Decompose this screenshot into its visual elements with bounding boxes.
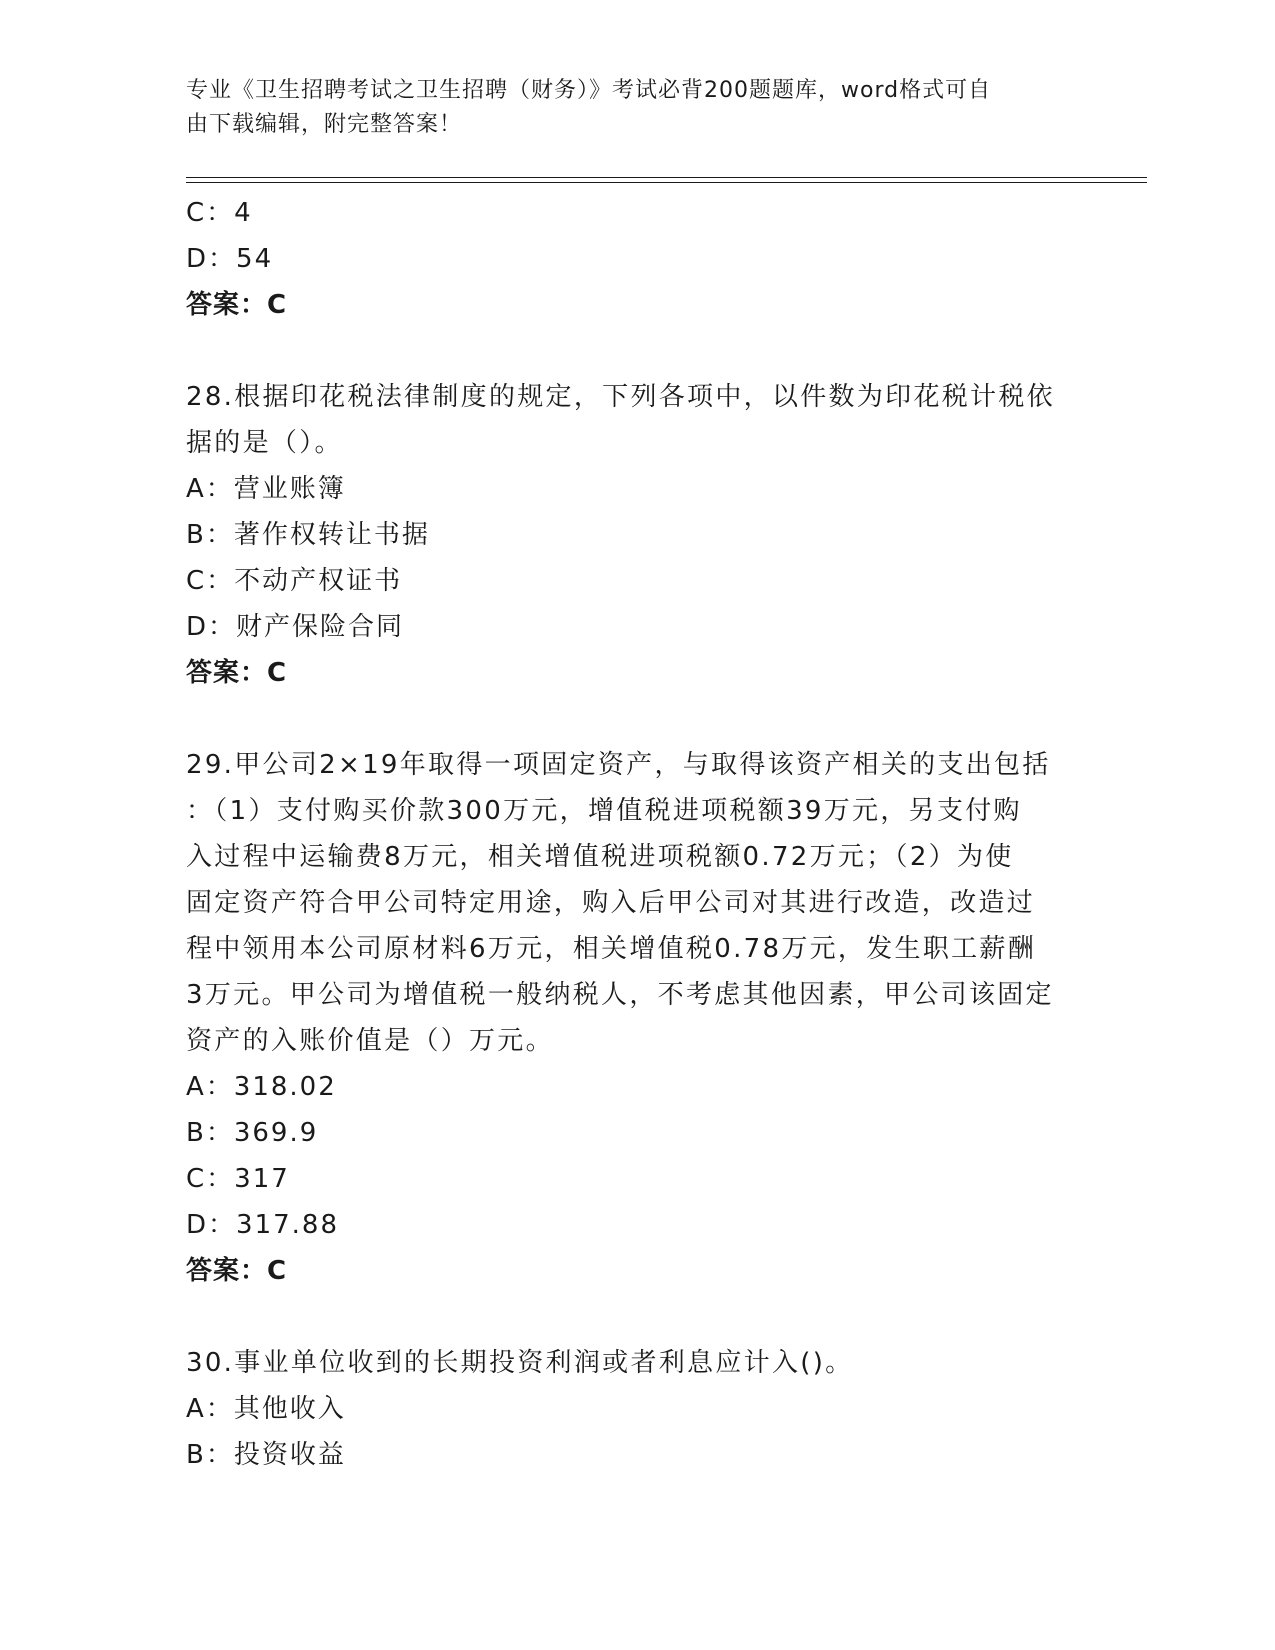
question-text	[186, 374, 1086, 466]
option-c: C：不动产权证书	[186, 566, 403, 596]
option-b: B：369.9	[186, 1118, 319, 1148]
question-29	[186, 742, 1086, 1294]
question-line: 28.根据印花税法律制度的规定，下列各项中，以件数为印花税计税依	[186, 382, 1055, 412]
option-b: B：著作权转让书据	[186, 520, 430, 550]
option-a: A：318.02	[186, 1072, 337, 1102]
question-list	[186, 190, 1086, 1478]
option-d: D：317.88	[186, 1210, 339, 1240]
option-d: D：财产保险合同	[186, 612, 405, 642]
question-line: 固定资产符合甲公司特定用途，购入后甲公司对其进行改造，改造过	[186, 888, 1036, 918]
question-line: 3万元。甲公司为增值税一般纳税人，不考虑其他因素，甲公司该固定	[186, 980, 1054, 1010]
header-divider-top	[186, 177, 1147, 178]
question-line: 资产的入账价值是（）万元。	[186, 1026, 554, 1056]
question-text	[186, 742, 1086, 1064]
header-divider-bottom	[186, 182, 1147, 183]
spacer	[186, 328, 1086, 374]
option-a: A：营业账簿	[186, 474, 346, 504]
option-a: A：其他收入	[186, 1394, 346, 1424]
spacer	[186, 1294, 1086, 1340]
question-line: ：（1）支付购买价款300万元，增值税进项税额39万元，另支付购	[186, 796, 1022, 826]
question-line: 30.事业单位收到的长期投资利润或者利息应计入()。	[186, 1348, 854, 1378]
answer-line: 答案：C	[186, 290, 288, 320]
option-c: C：4	[186, 198, 253, 228]
question-line: 29.甲公司2×19年取得一项固定资产，与取得该资产相关的支出包括	[186, 750, 1051, 780]
question-line: 入过程中运输费8万元，相关增值税进项税额0.72万元；（2）为使	[186, 842, 1014, 872]
question-28	[186, 374, 1086, 696]
question-line: 据的是（）。	[186, 428, 343, 458]
answer-line: 答案：C	[186, 1256, 288, 1286]
question-30	[186, 1340, 1086, 1478]
prev-question-tail	[186, 190, 1086, 328]
header-line-1: 专业《卫生招聘考试之卫生招聘（财务）》考试必背200题题库，word格式可自	[186, 78, 992, 103]
question-line: 程中领用本公司原材料6万元，相关增值税0.78万元，发生职工薪酬	[186, 934, 1037, 964]
option-d: D：54	[186, 244, 274, 274]
spacer	[186, 696, 1086, 742]
document-header	[186, 74, 1066, 142]
option-b: B：投资收益	[186, 1440, 346, 1470]
option-c: C：317	[186, 1164, 290, 1194]
question-text	[186, 1340, 1086, 1386]
header-line-2: 由下载编辑，附完整答案！	[186, 112, 463, 137]
answer-line: 答案：C	[186, 658, 288, 688]
